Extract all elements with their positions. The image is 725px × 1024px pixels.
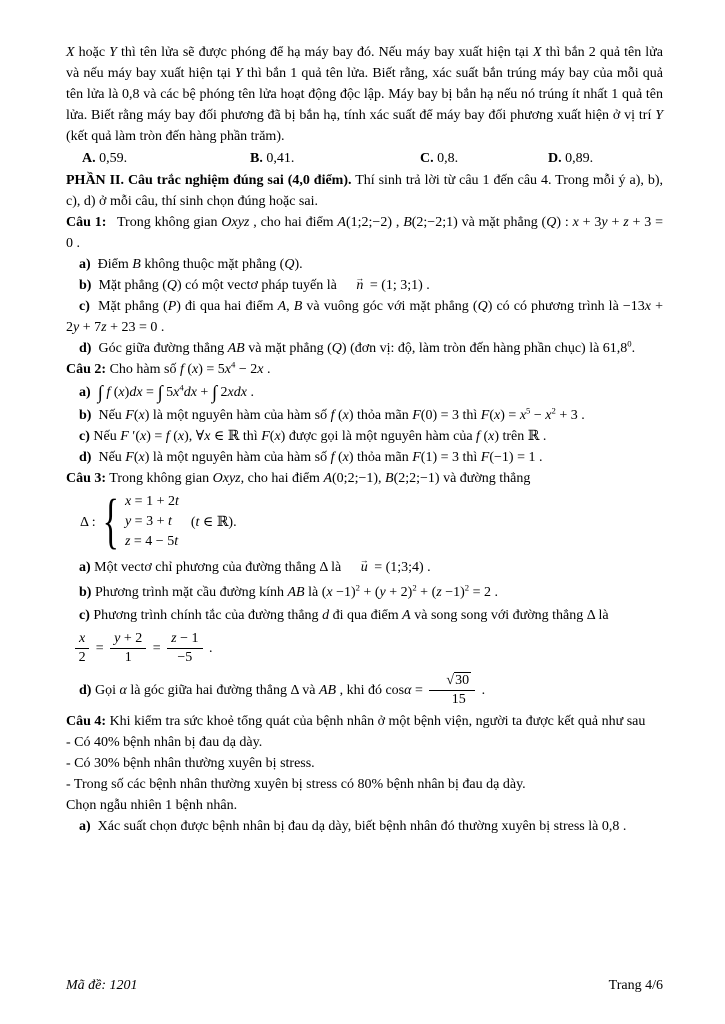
- answer-value-d: 0,89.: [565, 151, 594, 166]
- answer-label-a: A.: [82, 151, 96, 166]
- q1-item-d: d) Góc giữa đường thẳng AB và mặt phẳng (Q) (đơn vị: độ, làm tròn đến hàng phần chục) là 61,8$^0$.: [79, 338, 636, 356]
- question-3-stem: Câu 3: Trong không gian Oxyz, cho hai điểm A(0;2;−1), B(2;2;−1) và đường thẳng: [66, 471, 531, 487]
- equation-rows: [125, 492, 179, 552]
- page-footer: [66, 975, 663, 996]
- parameter-domain-note: (t ∈ ℝ).: [190, 514, 237, 530]
- q3-system-of-equations: [80, 488, 663, 556]
- answer-option-d: [548, 148, 663, 169]
- part2-header: PHẦN II. Câu trắc nghiệm đúng sai (4,0 điểm). Thí sinh trả lời từ câu 1 đến câu 4. Trong mỗi ý a), b), c), d) ở mỗi câu, thí sinh chọn đúng hoặc sai.: [66, 173, 663, 209]
- q1-item-b: b) Mặt phẳng (Q) có một vectơ pháp tuyến là n → = (1; 3;1) .: [66, 275, 663, 296]
- q2-item-a: a) ∫ f (x)dx = ∫ $5x^4dx$ + ∫ 2xdx .: [79, 382, 254, 404]
- q4-bullet-3: - Trong số các bệnh nhân thường xuyên bị stress có 80% bệnh nhân bị đau dạ dày.: [66, 776, 526, 792]
- answer-option-c: [420, 148, 548, 169]
- q3-item-c-text: c) Phương trình chính tắc của đường thẳng d đi qua điểm A và song song với đường thẳng Δ là: [79, 608, 609, 624]
- q2-item-c: c) Nếu F ′(x) = f (x), ∀x ∈ ℝ thì F(x) được gọi là một nguyên hàm của f (x) trên ℝ .: [79, 429, 547, 445]
- q3-item-b: b) Phương trình mặt cầu đường kính AB là $(x -1)^2 + (y + 2)^2 + (z -1)^2 = 2$ .: [79, 582, 498, 601]
- q3-item-c-equation: $\frac{x}{2}$ = $\frac{y + 2}{1}$ = $\frac{z - 1}{-5}$ .: [72, 631, 663, 666]
- equation-row-x: x = 1 + 2t: [124, 494, 179, 510]
- exam-code: Mã đề: 1201: [66, 978, 138, 993]
- q3-item-a: a) Một vectơ chỉ phương của đường thẳng Δ là u → = (1;3;4) .: [66, 555, 663, 580]
- page-number: Trang 4/6: [608, 978, 663, 993]
- answer-options-row: [66, 148, 663, 169]
- answer-value-b: 0,41.: [266, 151, 295, 166]
- q1-item-a: a) Điểm B không thuộc mặt phẳng (Q).: [79, 257, 303, 272]
- left-brace: {: [102, 488, 119, 556]
- q4-bullet-2: - Có 30% bệnh nhân thường xuyên bị stress.: [66, 755, 315, 771]
- equation-row-z: z = 4 − 5t: [124, 534, 179, 550]
- answer-label-b: B.: [250, 151, 263, 166]
- delta-label: Δ :: [80, 514, 96, 530]
- question-4-stem: Câu 4: Khi kiểm tra sức khoẻ tổng quát của bệnh nhân ở một bệnh viện, người ta được kết quả như sau: [66, 713, 646, 729]
- q2-item-b: b) Nếu F(x) là một nguyên hàm của hàm số f (x) thỏa mãn F(0) = 3 thì $F(x) = x^5 - x^2 + 3$ .: [79, 405, 585, 424]
- answer-value-a: 0,59.: [99, 151, 128, 166]
- q4-item-a: a) Xác suất chọn được bệnh nhân bị đau dạ dày, biết bệnh nhân đó thường xuyên bị stress là 0,8 .: [79, 818, 627, 834]
- q4-bullet-1: - Có 40% bệnh nhân bị đau dạ dày.: [66, 734, 263, 750]
- answer-label-c: C.: [420, 151, 434, 166]
- q2-item-d: d) Nếu F(x) là một nguyên hàm của hàm số f (x) thỏa mãn F(1) = 3 thì F(−1) = 1 .: [79, 450, 543, 466]
- answer-value-c: 0,8.: [437, 151, 459, 166]
- question-1-stem: Câu 1: Trong không gian Oxyz , cho hai điểm A(1;2;−2) , B(2;−2;1) và mặt phẳng (Q) : x + 3y + z + 3 = 0 .: [66, 215, 664, 251]
- answer-option-a: [66, 148, 250, 169]
- answer-label-d: D.: [548, 151, 562, 166]
- answer-option-b: [250, 148, 420, 169]
- q4-note: Chọn ngẫu nhiên 1 bệnh nhân.: [66, 797, 238, 813]
- cases-group: [102, 488, 179, 556]
- intro-paragraph: X hoặc Y thì tên lửa sẽ được phóng để hạ máy bay đó. Nếu máy bay xuất hiện tại X thì bắn 2 quả tên lửa và nếu máy bay xuất hiện tại Y thì bắn 1 quả tên lửa. Biết rằng, xác suất bắn trúng máy bay của mỗi quả tên lửa là 0,8 và các bệ phóng tên lửa hoạt động độc lập. Máy bay bị bắn hạ nếu nó trúng ít nhất 1 quả tên lửa. Biết rằng máy bay đối phương đã bị bắn hạ, tính xác suất để máy bay đối phương xuất hiện ở vị trí Y (kết quả làm tròn đến hàng phần trăm).: [66, 45, 663, 144]
- q1-item-c: c) Mặt phẳng (P) đi qua hai điểm A, B và vuông góc với mặt phẳng (Q) có có phương trình là −13x + 2y + 7z + 23 = 0 .: [66, 299, 663, 335]
- equation-row-y: y = 3 + t: [124, 514, 172, 530]
- question-2-stem: Câu 2: Cho hàm số f $(x) = 5x^4 - 2x$ .: [66, 359, 271, 377]
- q3-item-d: d) Gọi α là góc giữa hai đường thẳng Δ và AB , khi đó cosα = $\frac{√30}{15}$ .: [79, 673, 486, 708]
